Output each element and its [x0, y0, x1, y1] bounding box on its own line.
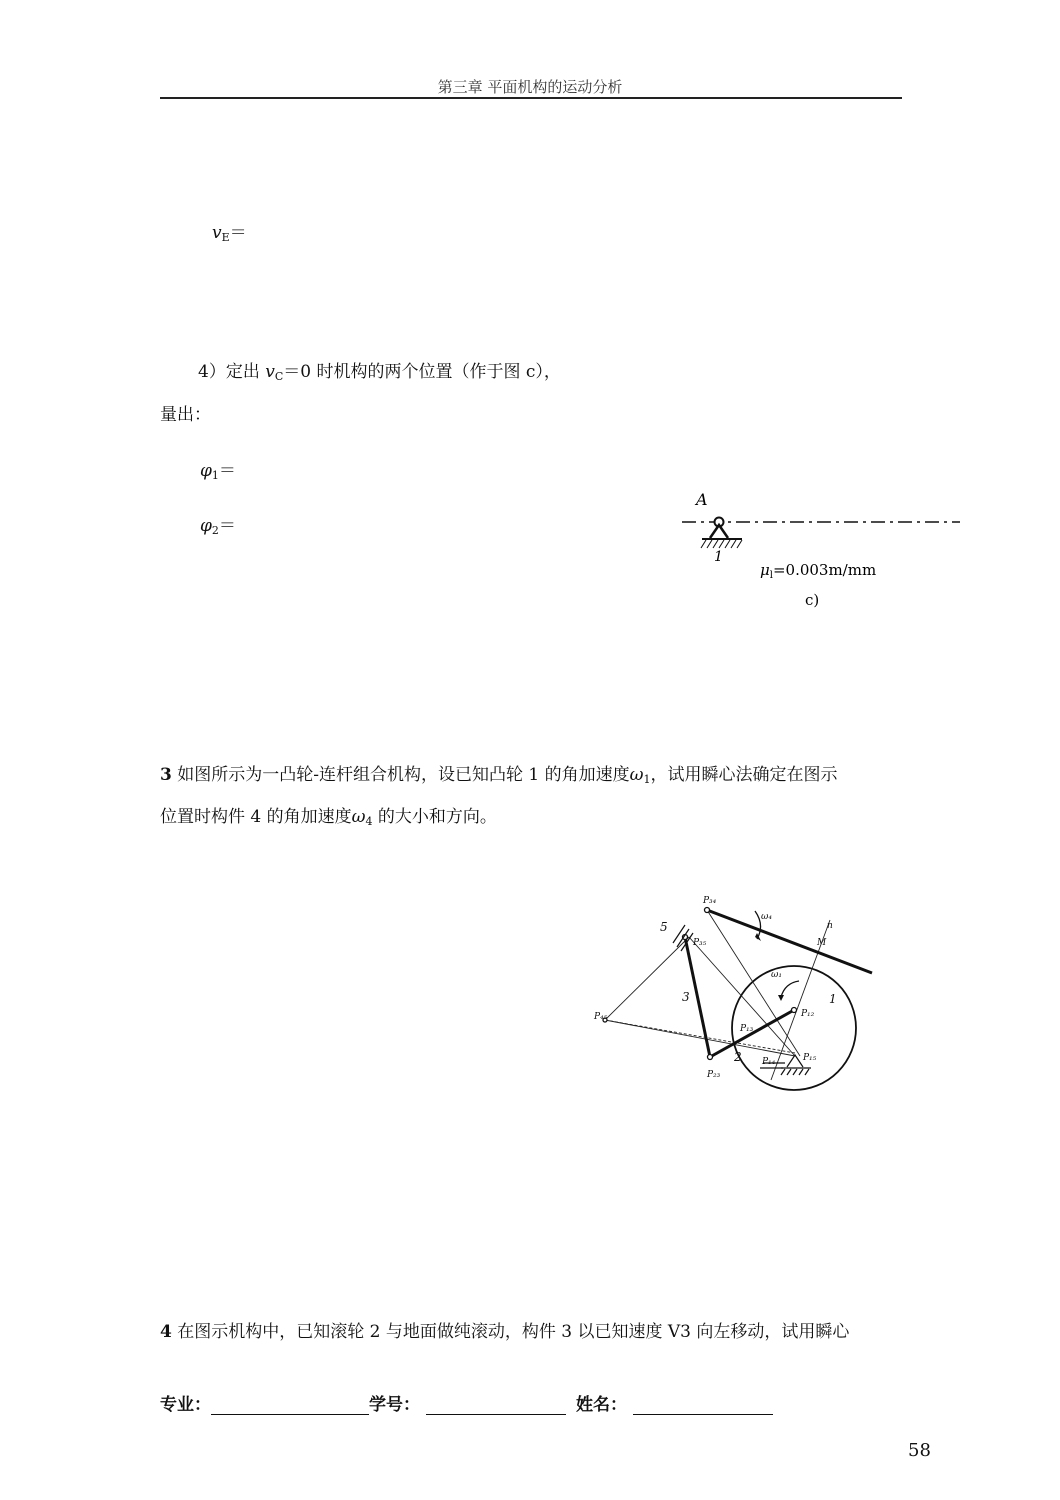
problem4-text: 在图示机构中，已知滚轮 2 与地面做纯滚动，构件 3 以已知速度 V3 向左移动，试用瞬心	[171, 1322, 850, 1342]
measure-label: 量出：	[160, 405, 211, 425]
item4-line	[198, 361, 561, 388]
label-link-2: 2	[734, 1050, 742, 1064]
thick-links	[685, 910, 872, 1057]
problem3-text-b: ，试用瞬心法确定在图示	[650, 765, 838, 785]
phi2-symbol: φ	[200, 516, 212, 536]
phi2-equals: ＝	[218, 516, 236, 536]
omega4-symbol: ω	[351, 807, 366, 827]
fig-c-scale-value: =0.003m/mm	[772, 561, 877, 579]
footer-name-label: 姓名：	[576, 1395, 627, 1415]
ve-symbol: v	[212, 223, 222, 243]
problem3-text-c: 位置时构件 4 的角加速度	[160, 807, 352, 827]
item4-suffix: ＝0 时机构的两个位置（作于图 c），	[283, 362, 561, 382]
ve-subscript: E	[221, 231, 230, 244]
label-p34: P₃₄	[703, 896, 717, 906]
phi1-equals: ＝	[218, 461, 236, 481]
vc-subscript: C	[274, 370, 284, 383]
label-m: M	[817, 938, 827, 948]
page-header-title: 第三章 平面机构的运动分析	[437, 78, 623, 96]
label-p23: P₂₃	[707, 1070, 721, 1080]
figure-cam-linkage	[585, 885, 885, 1095]
label-p14: P₁₄	[762, 1057, 776, 1067]
omega1-subscript: 1	[643, 773, 651, 786]
omega4-arrowhead	[755, 933, 761, 941]
problem3-number: 3	[160, 765, 172, 785]
major-blank[interactable]	[211, 1396, 369, 1415]
fig-c-scale-sub: l	[769, 570, 773, 581]
fig-c-point-a-label: A	[696, 490, 708, 509]
label-omega1: ω₁	[771, 970, 782, 980]
omega4-subscript: 4	[365, 815, 373, 828]
link-4	[707, 910, 872, 973]
label-omega4: ω₄	[761, 912, 772, 922]
omega1-arrow	[781, 981, 799, 997]
item4-prefix: 4）定出	[198, 362, 266, 382]
phi2-subscript: 2	[211, 524, 219, 537]
ve-answer-line	[212, 222, 247, 249]
problem3-line2	[160, 806, 497, 833]
label-link-3: 3	[682, 990, 690, 1004]
problem3-text-d: 的大小和方向。	[372, 807, 497, 827]
fig-c-link-1-label: 1	[714, 549, 723, 565]
phi2-answer-line	[200, 515, 236, 542]
fig-c-ground-hatch	[701, 540, 742, 548]
label-link-5: 5	[660, 920, 668, 934]
phi1-symbol: φ	[200, 461, 212, 481]
label-link-1: 1	[829, 992, 837, 1006]
phi1-subscript: 1	[211, 469, 219, 482]
footer-id-label: 学号：	[369, 1395, 420, 1415]
problem3-text-a: 如图所示为一凸轮-连杆组合机构，设已知凸轮 1 的角加速度	[171, 765, 630, 785]
label-n: n	[827, 921, 833, 931]
problem3-line1	[160, 764, 838, 791]
label-p35: P₃₅	[693, 938, 707, 948]
label-p45: P₄₅	[594, 1012, 608, 1022]
label-p13: P₁₃	[740, 1024, 754, 1034]
fig-c-scale	[760, 561, 876, 581]
fig-c-support	[710, 525, 728, 538]
problem4-line	[160, 1321, 849, 1343]
omega1-arrowhead	[778, 995, 784, 1001]
id-blank[interactable]	[426, 1396, 566, 1415]
name-blank[interactable]	[633, 1396, 773, 1415]
omega1-symbol: ω	[629, 765, 644, 785]
label-p15: P₁₅	[803, 1053, 817, 1063]
footer-major-label: 专业：	[160, 1395, 211, 1415]
slider-5	[673, 925, 693, 951]
page-number: 58	[908, 1440, 931, 1461]
footer-fields	[160, 1390, 773, 1415]
fig-c-caption: c)	[805, 591, 820, 609]
vc-symbol: v	[265, 362, 275, 382]
label-p12: P₁₂	[801, 1009, 815, 1019]
figure-c	[670, 485, 970, 615]
header-rule	[160, 97, 902, 99]
problem4-number: 4	[160, 1322, 172, 1342]
ve-equals: ＝	[229, 223, 247, 243]
phi1-answer-line	[200, 460, 236, 487]
fig-c-scale-symbol: μ	[760, 561, 770, 579]
